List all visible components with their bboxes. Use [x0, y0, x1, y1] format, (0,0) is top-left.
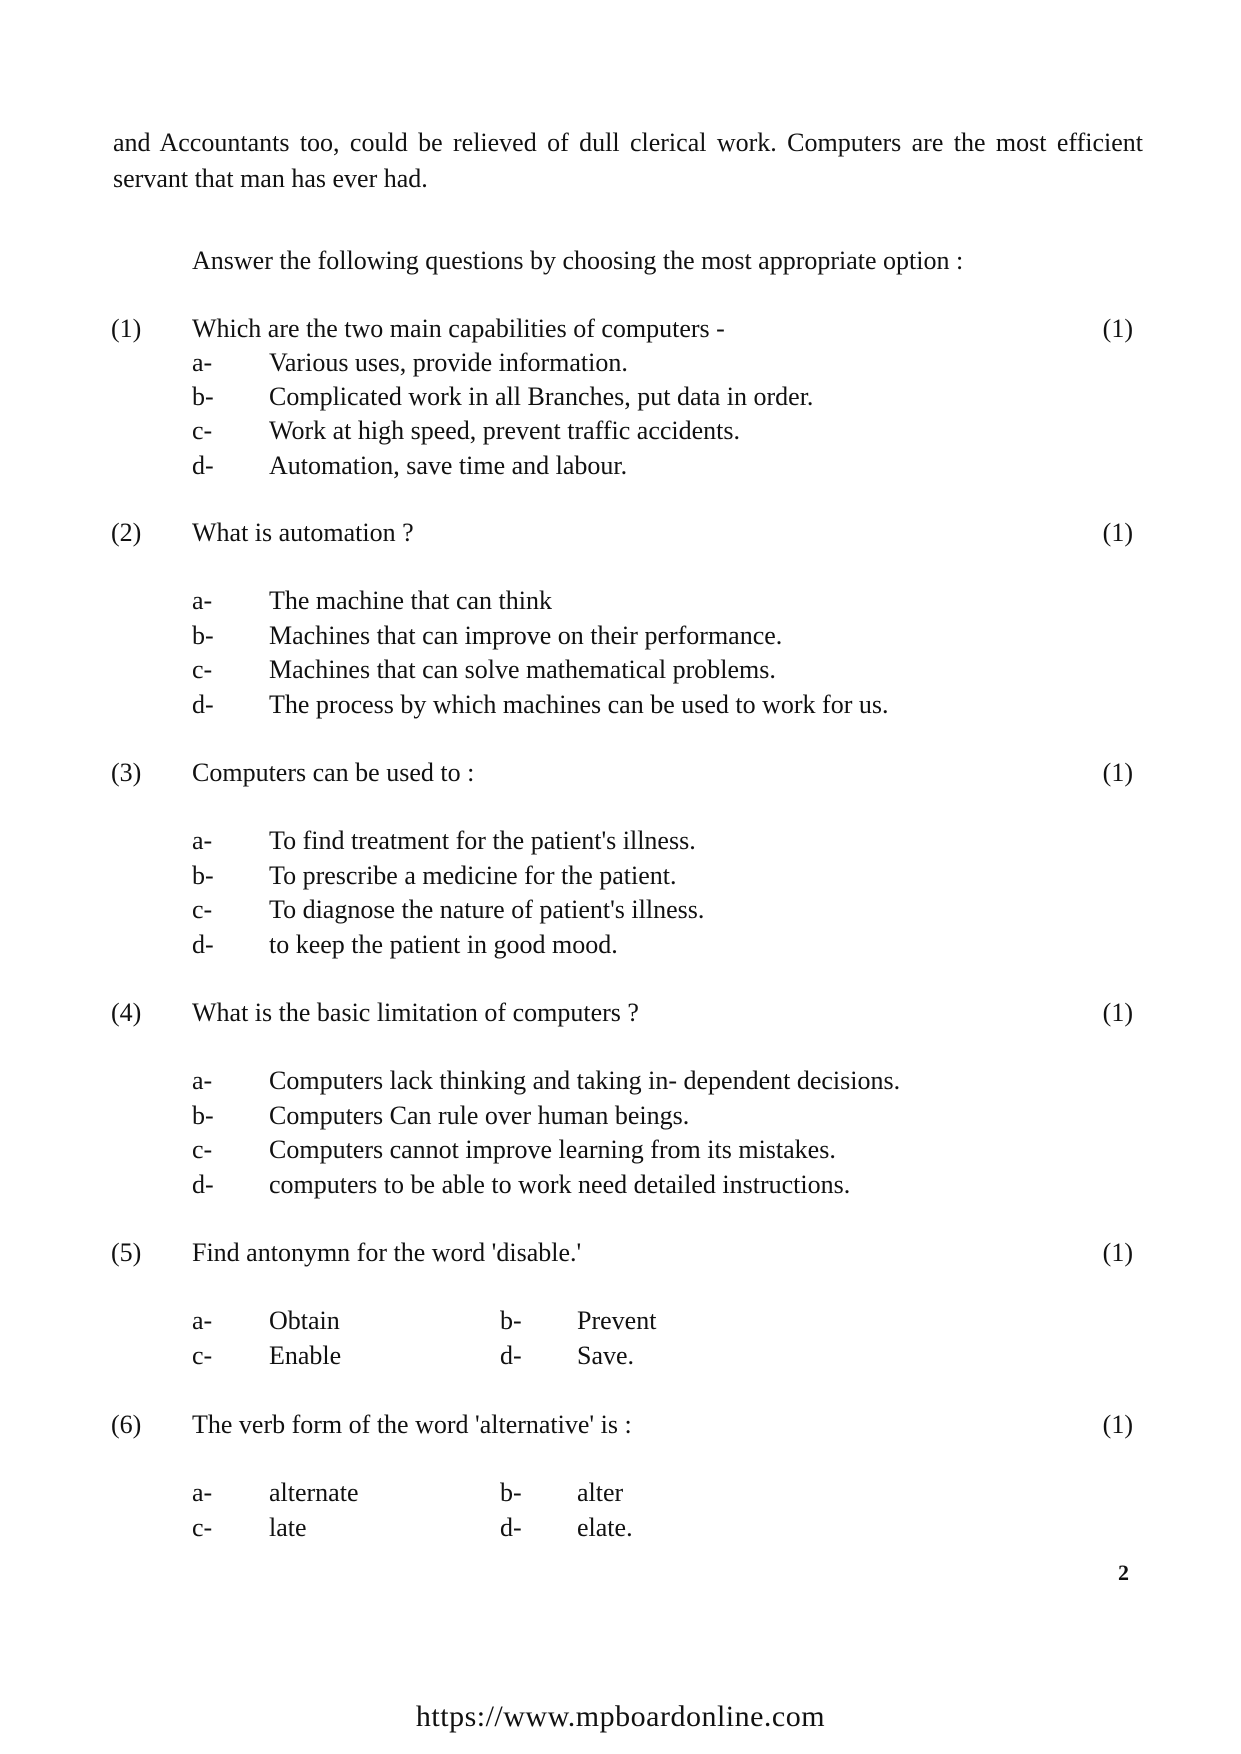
option-text: Computers cannot improve learning from its mistakes.: [269, 1135, 836, 1164]
option-text: Automation, save time and labour.: [269, 451, 628, 480]
page-number: 2: [1118, 1560, 1129, 1585]
option-letter: b-: [500, 1306, 522, 1335]
question-marks: (1): [1102, 998, 1133, 1027]
option-text: Complicated work in all Branches, put data in order.: [269, 382, 814, 411]
question-number: (4): [111, 998, 142, 1027]
intro-paragraph: and Accountants too, could be relieved of dull clerical work. Computers are the most efficient servant that man has ever had.: [113, 128, 1143, 193]
option-text: late: [269, 1513, 307, 1542]
question-text: What is automation ?: [192, 518, 414, 547]
question-text: What is the basic limitation of computers ?: [192, 998, 639, 1027]
option-text: Prevent: [577, 1306, 657, 1335]
option-letter: b-: [192, 1101, 214, 1130]
question-text: The verb form of the word 'alternative' is :: [192, 1410, 632, 1439]
option-text: Save.: [577, 1341, 635, 1370]
question-text: Computers can be used to :: [192, 758, 475, 787]
option-text: Machines that can improve on their performance.: [269, 621, 783, 650]
option-text: elate.: [577, 1513, 633, 1542]
option-text: Various uses, provide information.: [269, 348, 628, 377]
option-letter: a-: [192, 1066, 213, 1095]
option-text: To diagnose the nature of patient's illness.: [269, 895, 705, 924]
option-letter: c-: [192, 416, 213, 445]
option-letter: d-: [192, 451, 214, 480]
option-letter: d-: [192, 930, 214, 959]
option-letter: a-: [192, 1306, 213, 1335]
option-letter: a-: [192, 586, 213, 615]
option-letter: d-: [500, 1513, 522, 1542]
option-letter: c-: [192, 1513, 213, 1542]
option-text: Obtain: [269, 1306, 340, 1335]
option-letter: c-: [192, 895, 213, 924]
option-letter: b-: [192, 382, 214, 411]
instruction-text: Answer the following questions by choosing the most appropriate option :: [192, 246, 964, 275]
option-letter: a-: [192, 826, 213, 855]
question-number: (1): [111, 314, 142, 343]
option-letter: d-: [192, 1170, 214, 1199]
option-letter: a-: [192, 1478, 213, 1507]
option-text: To prescribe a medicine for the patient.: [269, 861, 677, 890]
option-letter: b-: [192, 621, 214, 650]
option-text: Machines that can solve mathematical problems.: [269, 655, 776, 684]
option-text: to keep the patient in good mood.: [269, 930, 618, 959]
option-text: alter: [577, 1478, 624, 1507]
question-marks: (1): [1102, 1238, 1133, 1267]
question-text: Find antonymn for the word 'disable.': [192, 1238, 582, 1267]
option-text: The machine that can think: [269, 586, 553, 615]
option-text: Computers Can rule over human beings.: [269, 1101, 690, 1130]
option-text: Enable: [269, 1341, 342, 1370]
question-number: (2): [111, 518, 142, 547]
option-letter: b-: [192, 861, 214, 890]
option-letter: d-: [192, 690, 214, 719]
question-number: (6): [111, 1410, 142, 1439]
footer-url-link[interactable]: https://www.mpboardonline.com: [415, 1700, 826, 1733]
option-text: To find treatment for the patient's illness.: [269, 826, 696, 855]
option-letter: c-: [192, 1341, 213, 1370]
question-marks: (1): [1102, 1410, 1133, 1439]
option-letter: d-: [500, 1341, 522, 1370]
question-marks: (1): [1102, 518, 1133, 547]
option-text: The process by which machines can be used to work for us.: [269, 690, 889, 719]
option-letter: b-: [500, 1478, 522, 1507]
question-number: (3): [111, 758, 142, 787]
option-text: computers to be able to work need detailed instructions.: [269, 1170, 851, 1199]
question-number: (5): [111, 1238, 142, 1267]
option-letter: a-: [192, 348, 213, 377]
question-text: Which are the two main capabilities of computers -: [192, 314, 725, 343]
option-text: Computers lack thinking and taking in- dependent decisions.: [269, 1066, 901, 1095]
option-text: Work at high speed, prevent traffic accidents.: [269, 416, 741, 445]
option-text: alternate: [269, 1478, 359, 1507]
option-letter: c-: [192, 655, 213, 684]
question-marks: (1): [1102, 758, 1133, 787]
question-marks: (1): [1102, 314, 1133, 343]
option-letter: c-: [192, 1135, 213, 1164]
